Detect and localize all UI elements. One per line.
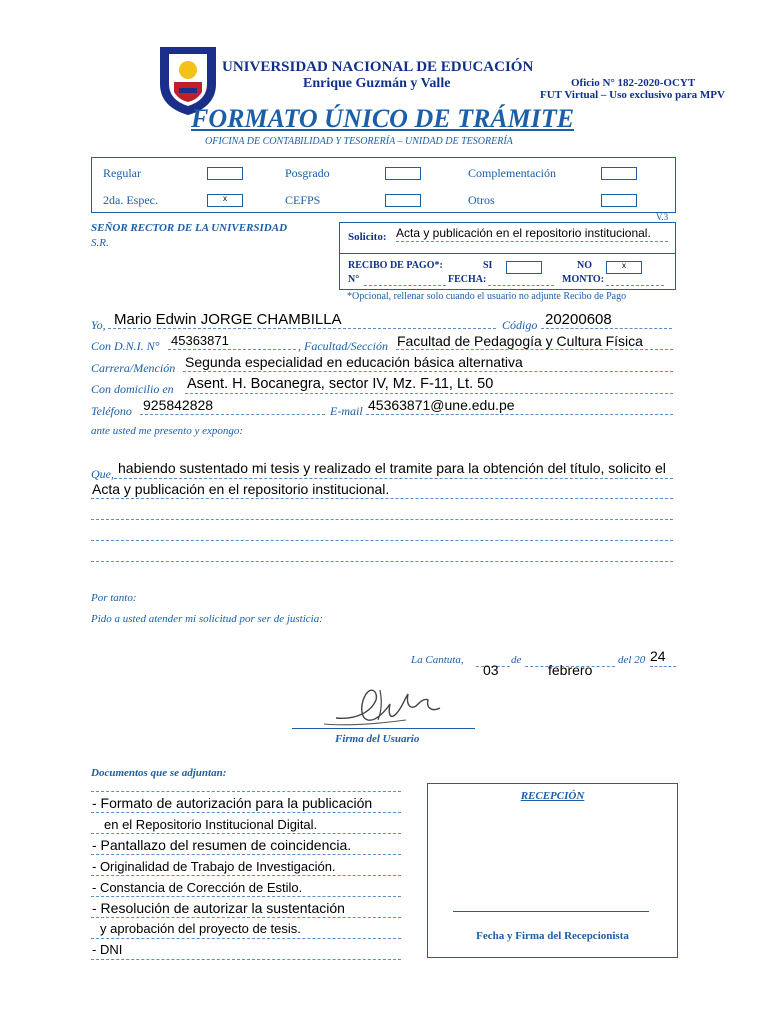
solicito-label: Solicito: <box>348 231 387 243</box>
domicilio-label: Con domicilio en <box>91 382 174 396</box>
segunda-especialidad-mark: x <box>223 194 227 203</box>
del-label: del 20 <box>618 654 646 666</box>
no-checkbox[interactable] <box>606 261 642 274</box>
page-subtitle: OFICINA DE CONTABILIDAD Y TESORERÍA – UNIDAD DE TESORERÍA <box>205 136 513 147</box>
segunda-especialidad-checkbox[interactable] <box>207 194 243 207</box>
segunda-especialidad-label: 2da. Espec. <box>103 193 158 207</box>
email-label: E-mail <box>330 404 363 418</box>
complementacion-label: Complementación <box>468 166 556 180</box>
cefps-label: CEFPS <box>285 193 321 207</box>
carrera-field[interactable]: Segunda especialidad en educación básica alternativa <box>185 354 523 370</box>
no-mark: x <box>622 261 626 270</box>
reception-signature-line[interactable] <box>453 911 649 912</box>
name-field[interactable]: Mario Edwin JORGE CHAMBILLA <box>114 311 342 328</box>
document-item[interactable]: y aprobación del proyecto de tesis. <box>100 921 301 936</box>
facultad-field[interactable]: Facultad de Pedagogía y Cultura Física <box>397 333 643 349</box>
carrera-label: Carrera/Mención <box>91 361 176 375</box>
reception-title: RECEPCIÓN <box>520 790 585 802</box>
solicito-value[interactable]: Acta y publicación en el repositorio institucional. <box>396 226 651 240</box>
firma-usuario-label: Firma del Usuario <box>335 733 420 745</box>
university-subname: Enrique Guzmán y Valle <box>303 76 451 91</box>
monto-label: MONTO: <box>562 274 605 285</box>
lugar-label: La Cantuta, <box>411 654 464 666</box>
month-field[interactable]: febrero <box>548 662 593 678</box>
codigo-label: Código <box>502 318 538 332</box>
codigo-field[interactable]: 20200608 <box>545 311 612 328</box>
por-tanto: Por tanto: <box>91 592 137 604</box>
reception-box <box>427 783 678 958</box>
document-item[interactable]: - Resolución de autorizar la sustentación <box>92 900 345 916</box>
facultad-label: , Facultad/Sección <box>298 339 388 353</box>
dni-label: Con D.N.I. N° <box>91 339 160 353</box>
si-label: SI <box>483 260 493 271</box>
oficio-number: Oficio N° 182-2020-OCYT <box>571 77 696 89</box>
telefono-label: Teléfono <box>91 404 132 418</box>
pido-text: Pido a usted atender mi solicitud por ser de justicia: <box>91 613 323 625</box>
telefono-field[interactable]: 925842828 <box>143 397 214 413</box>
fut-virtual-note: FUT Virtual – Uso exclusivo para MPV <box>540 89 725 101</box>
que-line-2[interactable]: Acta y publicación en el repositorio institucional. <box>92 481 390 497</box>
blank-line[interactable] <box>91 519 673 520</box>
de-label: de <box>511 654 522 666</box>
blank-line[interactable] <box>91 540 673 541</box>
regular-checkbox[interactable] <box>207 167 243 180</box>
day-field[interactable]: 03 <box>483 662 499 678</box>
expongo-text: ante usted me presento y expongo: <box>91 425 244 437</box>
que-line-1[interactable]: habiendo sustentado mi tesis y realizado el tramite para la obtención del título, solicito el <box>118 460 666 476</box>
document-item[interactable]: - DNI <box>92 942 123 957</box>
version-label: V.3 <box>656 212 669 222</box>
no-label: NO <box>577 260 592 271</box>
document-item[interactable]: - Constancia de Corección de Estilo. <box>92 880 303 895</box>
document-item[interactable]: - Pantallazo del resumen de coincidencia. <box>92 837 352 853</box>
regular-label: Regular <box>103 166 141 180</box>
year-field[interactable]: 24 <box>650 648 666 664</box>
fecha-label: FECHA: <box>448 274 487 285</box>
domicilio-field[interactable]: Asent. H. Bocanegra, sector IV, Mz. F-11, Lt. 50 <box>187 376 494 392</box>
otros-label: Otros <box>468 193 495 207</box>
otros-checkbox[interactable] <box>601 194 637 207</box>
document-item[interactable]: en el Repositorio Institucional Digital. <box>104 817 318 832</box>
recipient-sr: S.R. <box>91 237 109 249</box>
reception-footer: Fecha y Firma del Recepcionista <box>476 930 629 942</box>
si-checkbox[interactable] <box>506 261 542 274</box>
program-type-box <box>91 157 676 213</box>
recipient-line: SEÑOR RECTOR DE LA UNIVERSIDAD <box>91 222 288 234</box>
document-item[interactable]: - Formato de autorización para la publicación <box>92 795 373 811</box>
user-signature <box>316 680 456 730</box>
recibo-note: *Opcional, rellenar solo cuando el usuario no adjunte Recibo de Pago <box>347 291 627 302</box>
yo-label: Yo, <box>91 318 106 332</box>
posgrado-checkbox[interactable] <box>385 167 421 180</box>
blank-line[interactable] <box>91 561 673 562</box>
university-name: UNIVERSIDAD NACIONAL DE EDUCACIÓN <box>222 59 534 75</box>
email-field[interactable]: 45363871@une.edu.pe <box>368 397 515 413</box>
numero-label: N° <box>348 274 360 285</box>
posgrado-label: Posgrado <box>285 166 330 180</box>
complementacion-checkbox[interactable] <box>601 167 637 180</box>
dni-field[interactable]: 45363871 <box>171 333 229 348</box>
que-label: Que, <box>91 467 114 481</box>
recibo-label: RECIBO DE PAGO*: <box>348 260 443 271</box>
page-title: FORMATO ÚNICO DE TRÁMITE <box>191 104 575 133</box>
cefps-checkbox[interactable] <box>385 194 421 207</box>
document-item[interactable]: - Originalidad de Trabajo de Investigación. <box>92 859 336 874</box>
solicito-box <box>339 222 676 290</box>
documents-title: Documentos que se adjuntan: <box>91 767 227 779</box>
